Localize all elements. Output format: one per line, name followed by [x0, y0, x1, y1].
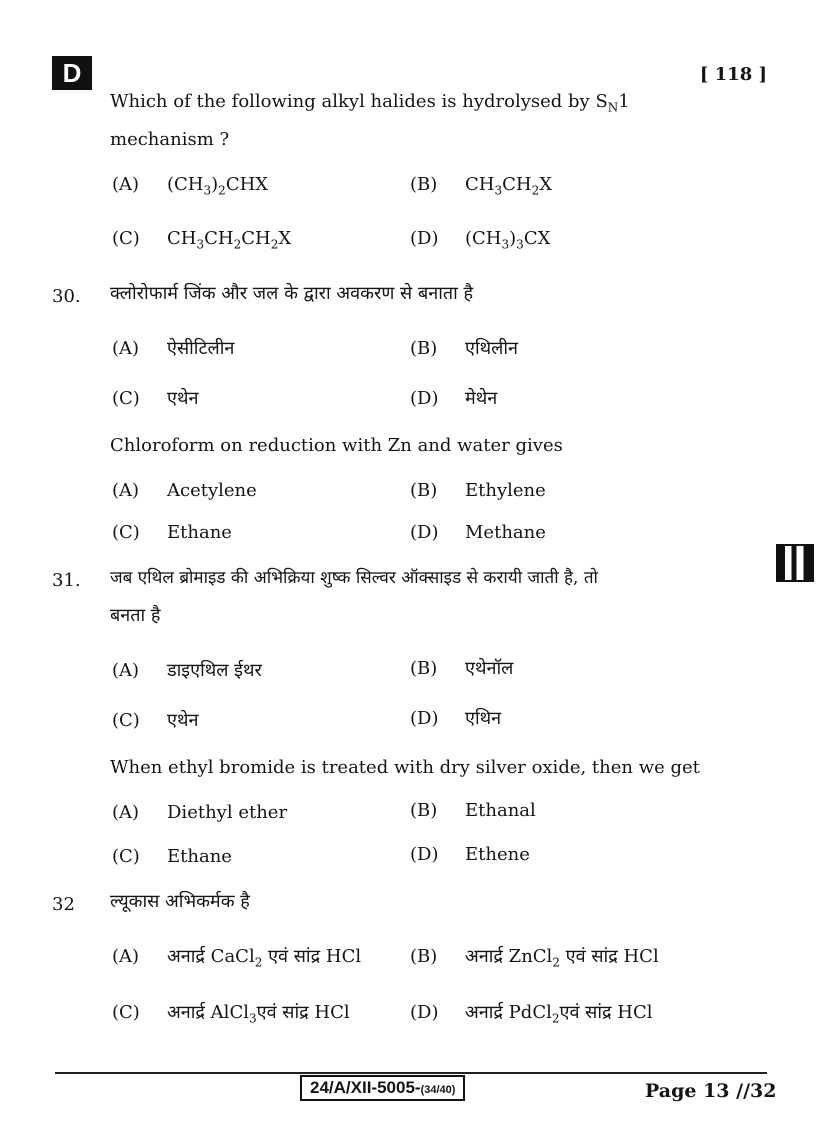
q30-stem-hi: क्लोरोफार्म जिंक और जल के द्वारा अवकरण से बनाता है	[110, 283, 474, 304]
option-formula: $CH_3CH_2X$	[465, 174, 553, 198]
q29-stem-sub: N	[607, 100, 619, 115]
q31-stem-en: When ethyl bromide is treated with dry silver oxide, then we get	[110, 757, 700, 778]
q32-number: 32	[52, 894, 75, 915]
q31-stem-hi-line2: बनता है	[110, 605, 161, 626]
q32-option-b: (B) अनार्द्र ZnCl$_2$ एवं सांद्र HCl	[410, 946, 659, 970]
paper-code: 24/A/XII-5005-(34/40)	[300, 1075, 465, 1101]
q31-option-c-hi: (C) एथेन	[112, 710, 199, 731]
q32-option-c: (C) अनार्द्र AlCl$_3$एवं सांद्र HCl	[112, 1002, 350, 1026]
option-letter: (B)	[410, 174, 438, 195]
q31-option-d-en: (D) Ethene	[410, 844, 530, 865]
q31-option-a-hi: (A) डाइएथिल ईथर	[112, 660, 262, 681]
q30-option-d-en: (D) Methane	[410, 522, 546, 543]
q29-stem-line2: mechanism ?	[110, 129, 230, 150]
q29-stem-end: 1	[618, 91, 630, 112]
q31-option-b-en: (B) Ethanal	[410, 800, 536, 821]
q31-option-a-en: (A) Diethyl ether	[112, 802, 288, 823]
q31-option-c-en: (C) Ethane	[112, 846, 232, 867]
q32-option-d: (D) अनार्द्र PdCl$_2$एवं सांद्र HCl	[410, 1002, 653, 1026]
q32-option-a: (A) अनार्द्र CaCl$_2$ एवं सांद्र HCl	[112, 946, 362, 970]
qr-code-icon	[776, 544, 814, 582]
q30-option-b-en: (B) Ethylene	[410, 480, 546, 501]
q30-option-d-hi: (D) मेथेन	[410, 388, 498, 409]
q29-option-c	[112, 228, 291, 252]
page-code: [ 118 ]	[699, 64, 767, 85]
option-formula: $(CH_3)_3CX$	[465, 228, 551, 252]
page-number: Page 13 //32	[645, 1080, 777, 1102]
option-formula: $CH_3CH_2CH_2X$	[167, 228, 292, 252]
option-formula: $(CH_3)_2CHX$	[167, 174, 269, 198]
q31-option-d-hi: (D) एथिन	[410, 708, 502, 729]
q30-stem-en: Chloroform on reduction with Zn and water gives	[110, 435, 563, 456]
q32-stem-hi: ल्यूकास अभिकर्मक है	[110, 891, 250, 912]
q31-stem-hi-line1: जब एथिल ब्रोमाइड की अभिक्रिया शुष्क सिल्वर ऑक्साइड से करायी जाती है, तो	[110, 568, 598, 588]
option-letter: (A)	[112, 174, 140, 195]
q31-option-b-hi: (B) एथेनॉल	[410, 658, 514, 679]
q30-option-c-hi: (C) एथेन	[112, 388, 199, 409]
q29-option-b	[410, 174, 552, 198]
q30-number: 30.	[52, 286, 81, 307]
q29-stem-line1: Which of the following alkyl halides is hydrolysed by S	[110, 91, 608, 112]
q29-option-a	[112, 174, 268, 198]
option-letter: (C)	[112, 228, 140, 249]
q29-stem	[110, 84, 770, 126]
q30-option-a-en: (A) Acetylene	[112, 480, 257, 501]
q30-option-c-en: (C) Ethane	[112, 522, 232, 543]
section-badge: D	[52, 56, 92, 90]
q30-option-a-hi: (A) ऐसीटिलीन	[112, 338, 235, 359]
q30-option-b-hi: (B) एथिलीन	[410, 338, 518, 359]
q31-number: 31.	[52, 570, 81, 591]
footer-rule	[55, 1072, 767, 1074]
q29-option-d	[410, 228, 550, 252]
option-letter: (D)	[410, 228, 439, 249]
